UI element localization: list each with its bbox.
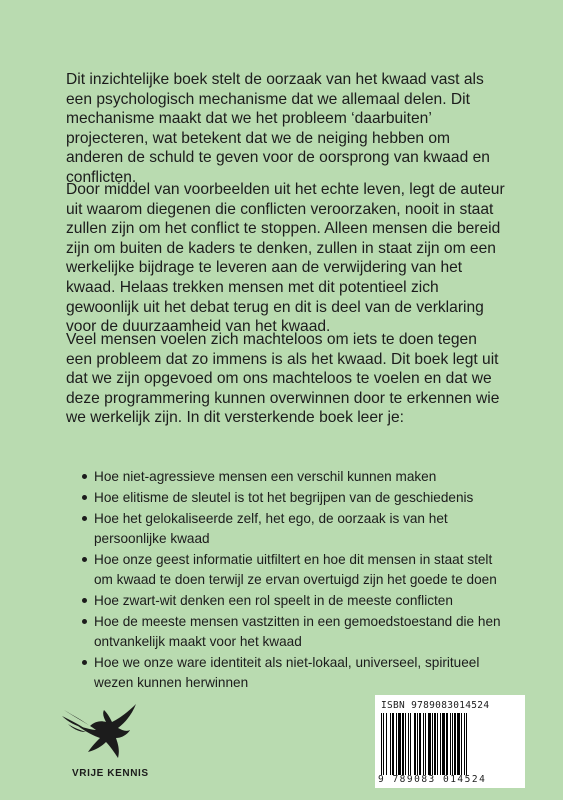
publisher-logo	[60, 700, 150, 790]
bullet-icon	[82, 557, 87, 562]
barcode-bar	[442, 713, 445, 775]
list-item	[80, 653, 510, 693]
list-item	[80, 488, 510, 508]
barcode-bar	[417, 713, 418, 775]
barcode-bar	[386, 713, 387, 775]
list-item-text: Hoe niet-agressieve mensen een verschil kunnen maken	[94, 469, 437, 484]
isbn-barcode	[375, 695, 525, 788]
barcode-bar	[446, 713, 448, 775]
barcode-bar	[434, 713, 436, 775]
isbn-digits: 9 789083 014524	[378, 774, 487, 785]
barcode-bar	[457, 713, 460, 775]
learning-points-list	[80, 467, 510, 694]
isbn-label: ISBN 9789083014524	[381, 700, 490, 711]
barcode-bar	[419, 713, 421, 775]
bullet-icon	[82, 495, 87, 500]
list-item-text: Hoe onze geest informatie uitfiltert en hoe dit mensen in staat stelt om kwaad te doen terwijl ze ervan overtuigd zijn het goede te doen	[94, 552, 497, 587]
barcode-bar	[440, 713, 441, 775]
barcode-bar	[437, 713, 438, 775]
barcode-bar	[408, 713, 409, 775]
barcode-bar	[423, 713, 424, 775]
barcode-bar	[392, 713, 394, 775]
bullet-icon	[82, 660, 87, 665]
barcode-bar	[466, 713, 467, 775]
list-item	[80, 509, 510, 549]
barcode-bar	[414, 713, 416, 775]
barcode-bar	[405, 713, 406, 775]
barcode-bar	[454, 713, 456, 775]
list-item	[80, 467, 510, 487]
bullet-icon	[82, 598, 87, 603]
barcode-bar	[402, 713, 404, 775]
list-item-text: Hoe de meeste mensen vastzitten in een gemoedstoestand die hen ontvankelijk maakt voor het kwaad	[94, 614, 501, 649]
barcode-bar	[396, 713, 397, 775]
list-item-text: Hoe elitisme de sleutel is tot het begrijpen van de geschiedenis	[94, 490, 474, 505]
bullet-icon	[82, 474, 87, 479]
list-item	[80, 612, 510, 652]
list-item-text: Hoe we onze ware identiteit als niet-lokaal, universeel, spiritueel wezen kunnen herwinnen	[94, 655, 480, 690]
barcode-bar	[410, 713, 411, 775]
barcode-bar	[425, 713, 426, 775]
barcode-bar	[428, 713, 431, 775]
list-item	[80, 550, 510, 590]
examples-paragraph: Door middel van voorbeelden uit het echte leven, legt de auteur uit waarom diegenen die conflicten veroorzaken, nooit in staat zullen zijn om het conflict te stoppen. Alleen mensen die bereid zijn om buiten de kaders te denken, zullen in staat zijn om een werkelijke bijdrage te leveren aan de verwijdering van het kwaad. Helaas trekken mensen met dit potentieel zich gewoonlijk uit het debat terug en dit is deel van de verklaring voor de duurzaamheid van het kwaad.	[66, 181, 505, 336]
barcode-bar	[432, 713, 433, 775]
barcode-bar	[450, 713, 451, 775]
barcode-bars	[381, 713, 519, 775]
barcode-bar	[398, 713, 401, 775]
list-item-text: Hoe het gelokaliseerde zelf, het ego, de oorzaak is van het persoonlijke kwaad	[94, 511, 448, 546]
barcode-bar	[452, 713, 453, 775]
barcode-bar	[461, 713, 462, 775]
bullet-icon	[82, 516, 87, 521]
list-item	[80, 591, 510, 611]
list-item-text: Hoe zwart-wit denken een rol speelt in de meeste conflicten	[94, 593, 453, 608]
barcode-bar	[464, 713, 465, 775]
eagle-icon	[60, 700, 150, 768]
barcode-bar	[390, 713, 391, 775]
powerless-paragraph: Veel mensen voelen zich machteloos om iets te doen tegen een probleem dat zo immens is als het kwaad. Dit boek legt uit dat we zijn opgevoed om ons machteloos te voelen en dat we deze programmering kunnen overwinnen door te erkennen wie we werkelijk zijn. In dit versterkende boek leer je:	[66, 331, 500, 427]
bullet-icon	[82, 619, 87, 624]
barcode-bar	[381, 713, 382, 775]
intro-paragraph: Dit inzichtelijke boek stelt de oorzaak van het kwaad vast als een psychologisch mechanisme dat we allemaal delen. Dit mechanisme maakt dat we het probleem ‘daarbuiten’ projecteren, wat betekent dat we de neiging hebben om anderen de schuld te geven voor de oorsprong van kwaad en conflicten.	[66, 71, 490, 186]
barcode-bar	[383, 713, 384, 775]
publisher-name: VRIJE KENNIS	[72, 768, 149, 779]
